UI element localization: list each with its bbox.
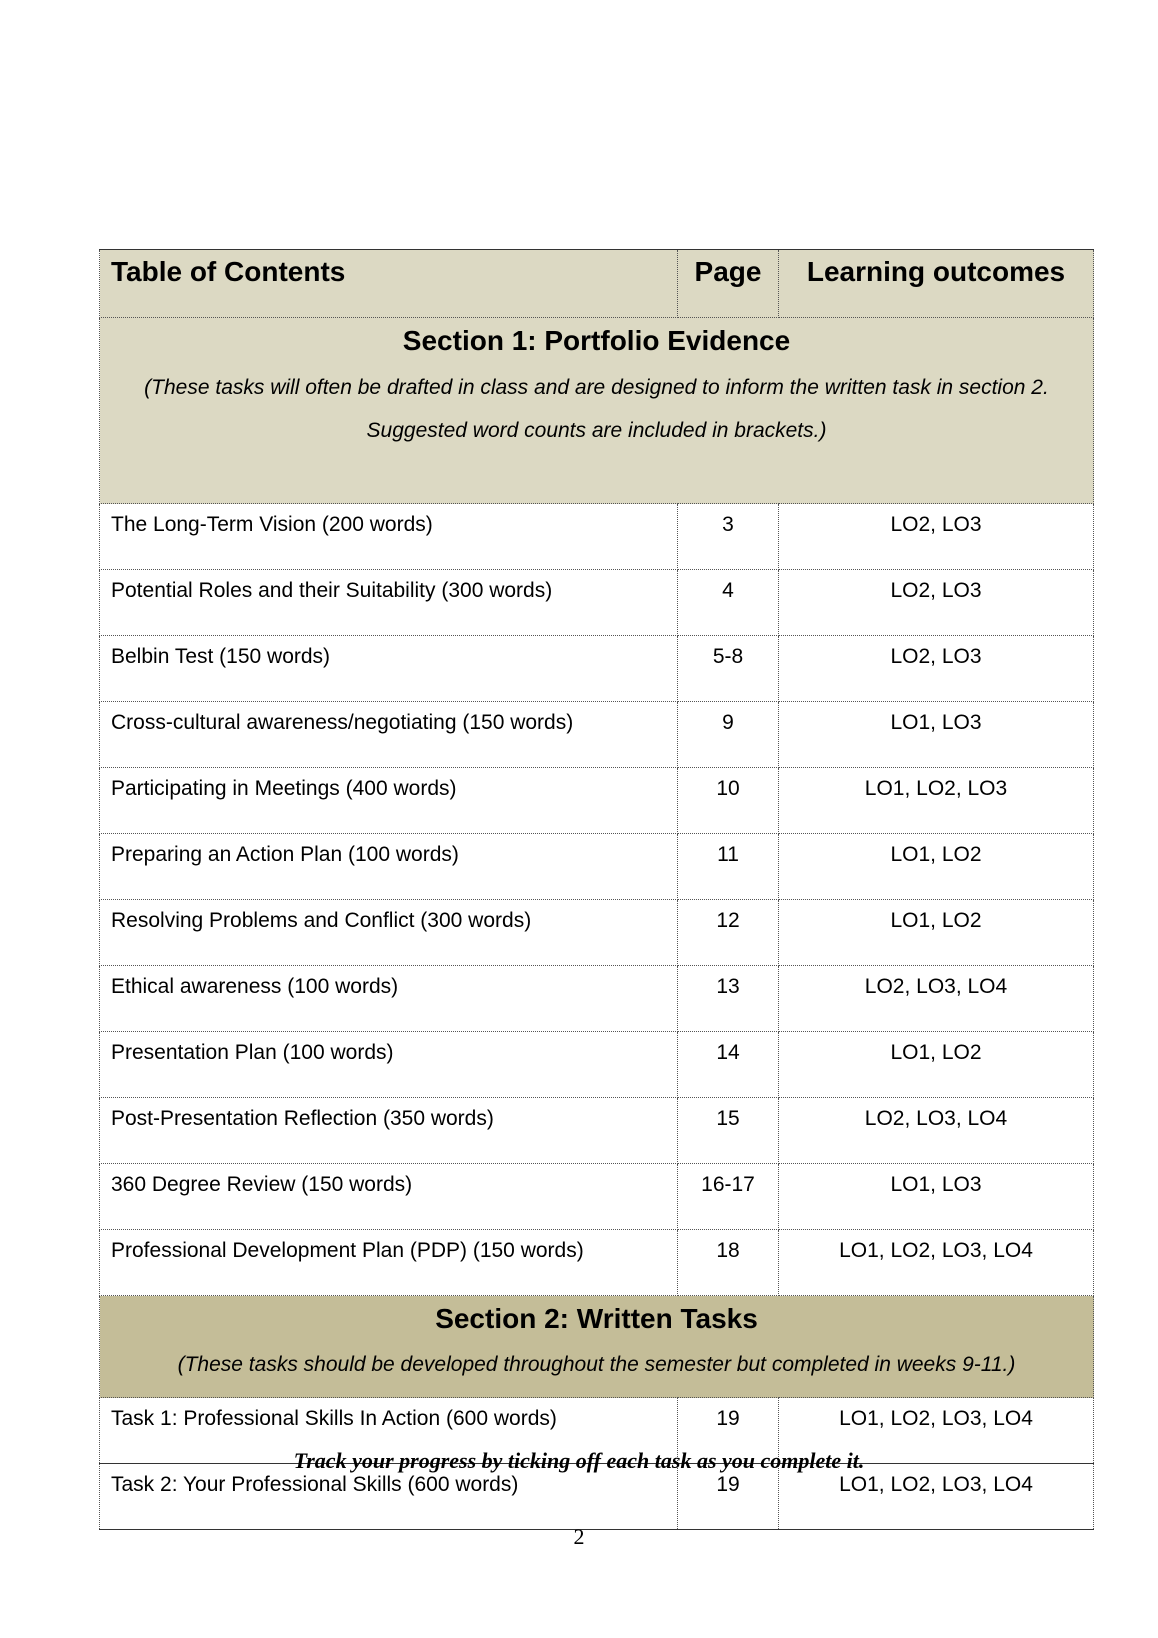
section-1-note-line-1: (These tasks will often be drafted in class and are designed to inform the written task in section 2. bbox=[144, 376, 1049, 399]
task-outcomes: LO2, LO3 bbox=[779, 504, 1094, 570]
task-name: Preparing an Action Plan (100 words) bbox=[100, 834, 678, 900]
task-name: Presentation Plan (100 words) bbox=[100, 1032, 678, 1098]
section-2-header bbox=[100, 1296, 1094, 1398]
task-outcomes: LO1, LO3 bbox=[779, 702, 1094, 768]
table-row bbox=[100, 900, 1094, 966]
task-page: 10 bbox=[678, 768, 779, 834]
outcomes-column-header: Learning outcomes bbox=[779, 250, 1094, 318]
toc-header-row bbox=[100, 250, 1094, 318]
task-outcomes: LO2, LO3, LO4 bbox=[779, 1098, 1094, 1164]
task-name: Participating in Meetings (400 words) bbox=[100, 768, 678, 834]
task-name: Resolving Problems and Conflict (300 words) bbox=[100, 900, 678, 966]
page-number: 2 bbox=[573, 1524, 585, 1549]
task-page: 11 bbox=[678, 834, 779, 900]
page-column-header: Page bbox=[678, 250, 779, 318]
table-row bbox=[100, 570, 1094, 636]
table-of-contents bbox=[99, 249, 1094, 1530]
table-row bbox=[100, 768, 1094, 834]
section-2-note: (These tasks should be developed throughout the semester but completed in weeks 9-11.) bbox=[177, 1353, 1016, 1376]
table-row bbox=[100, 504, 1094, 570]
task-page: 16-17 bbox=[678, 1164, 779, 1230]
task-name: 360 Degree Review (150 words) bbox=[100, 1164, 678, 1230]
task-name: Post-Presentation Reflection (350 words) bbox=[100, 1098, 678, 1164]
task-page: 19 bbox=[678, 1464, 779, 1530]
task-name: Task 2: Your Professional Skills (600 words) bbox=[100, 1464, 678, 1530]
task-page: 14 bbox=[678, 1032, 779, 1098]
toc-title: Table of Contents bbox=[100, 250, 678, 318]
task-outcomes: LO1, LO2, LO3, LO4 bbox=[779, 1230, 1094, 1296]
table-row bbox=[100, 966, 1094, 1032]
task-page: 12 bbox=[678, 900, 779, 966]
task-page: 18 bbox=[678, 1230, 779, 1296]
table-row bbox=[100, 636, 1094, 702]
task-outcomes: LO1, LO2, LO3, LO4 bbox=[779, 1464, 1094, 1530]
task-name: Professional Development Plan (PDP) (150 words) bbox=[100, 1230, 678, 1296]
task-page: 15 bbox=[678, 1098, 779, 1164]
task-page: 13 bbox=[678, 966, 779, 1032]
section-1-title: Section 1: Portfolio Evidence bbox=[402, 325, 791, 356]
task-page: 5-8 bbox=[678, 636, 779, 702]
task-outcomes: LO1, LO2, LO3, LO4 bbox=[779, 1398, 1094, 1464]
task-outcomes: LO1, LO2 bbox=[779, 834, 1094, 900]
table-row bbox=[100, 1230, 1094, 1296]
task-outcomes: LO2, LO3 bbox=[779, 570, 1094, 636]
task-outcomes: LO2, LO3, LO4 bbox=[779, 966, 1094, 1032]
task-outcomes: LO1, LO3 bbox=[779, 1164, 1094, 1230]
table-row bbox=[100, 702, 1094, 768]
task-outcomes: LO1, LO2, LO3 bbox=[779, 768, 1094, 834]
task-name: Potential Roles and their Suitability (300 words) bbox=[100, 570, 678, 636]
section-2-title: Section 2: Written Tasks bbox=[435, 1303, 758, 1334]
task-outcomes: LO2, LO3 bbox=[779, 636, 1094, 702]
task-name: Ethical awareness (100 words) bbox=[100, 966, 678, 1032]
task-name: Task 1: Professional Skills In Action (600 words) bbox=[100, 1398, 678, 1464]
table-row bbox=[100, 834, 1094, 900]
task-page: 19 bbox=[678, 1398, 779, 1464]
task-outcomes: LO1, LO2 bbox=[779, 1032, 1094, 1098]
table-row bbox=[100, 1164, 1094, 1230]
progress-note: Track your progress by ticking off each task as you complete it. bbox=[293, 1448, 865, 1473]
task-name: The Long-Term Vision (200 words) bbox=[100, 504, 678, 570]
task-page: 9 bbox=[678, 702, 779, 768]
task-name: Cross-cultural awareness/negotiating (150 words) bbox=[100, 702, 678, 768]
section-1-header bbox=[100, 318, 1094, 504]
task-name: Belbin Test (150 words) bbox=[100, 636, 678, 702]
section-1-note-line-2: Suggested word counts are included in brackets.) bbox=[366, 419, 827, 442]
table-row bbox=[100, 1032, 1094, 1098]
task-page: 3 bbox=[678, 504, 779, 570]
task-page: 4 bbox=[678, 570, 779, 636]
section-1-note bbox=[100, 366, 1093, 452]
table-row bbox=[100, 1098, 1094, 1164]
task-outcomes: LO1, LO2 bbox=[779, 900, 1094, 966]
